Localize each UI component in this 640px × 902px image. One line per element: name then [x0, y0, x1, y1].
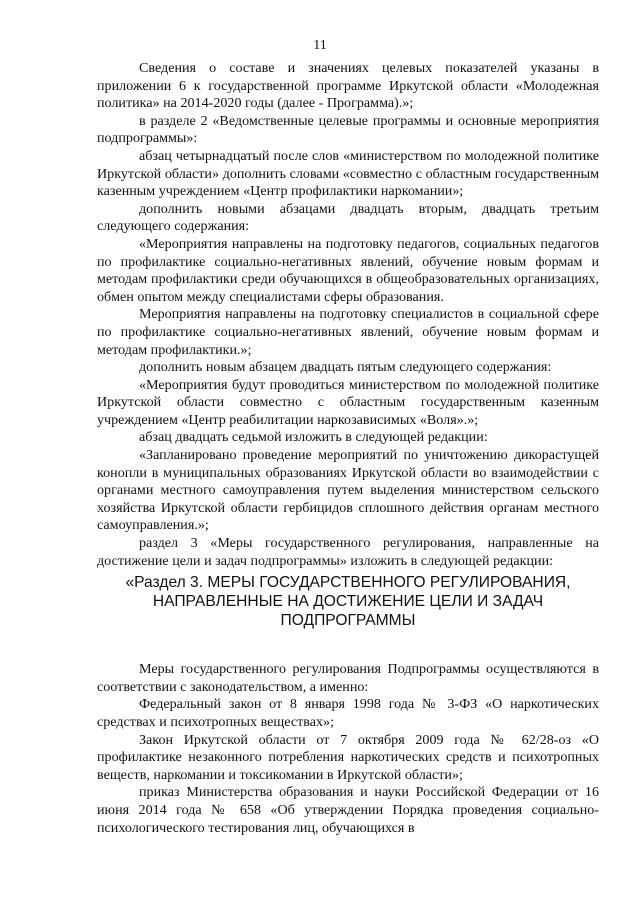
- paragraph: приказ Министерства образования и науки Российской Федерации от 16 июня 2014 года № 658 «Об утверждении Порядка проведения социально-психологического тестирования лиц, обучающихся в: [97, 784, 599, 836]
- page-number: 11: [313, 38, 327, 53]
- paragraph: Федеральный закон от 8 января 1998 года № 3-ФЗ «О наркотических средствах и психотропных веществах»;: [97, 696, 599, 730]
- section-heading: [97, 573, 599, 630]
- paragraph: «Мероприятия будут проводиться министерством по молодежной политике Иркутской области совместно с областным государственным казенным учреждением «Центр реабилитации наркозависимых «Воля».»;: [97, 376, 599, 428]
- paragraph: в разделе 2 «Ведомственные целевые программы и основные мероприятия подпрограммы»:: [97, 112, 599, 147]
- paragraph: Меры государственного регулирования Подпрограммы осуществляются в соответствии с законодательством, а именно:: [97, 661, 599, 695]
- paragraph: абзац четырнадцатый после слов «министерством по молодежной политике Иркутской области» дополнить словами «совместно с областным государственным казенным учреждением «Центр профилактики наркомании»;: [97, 147, 599, 200]
- section-heading-line: ПОДПРОГРАММЫ: [280, 612, 416, 630]
- paragraph: «Мероприятия направлены на подготовку педагогов, социальных педагогов по профилактике социально-негативных явлений, обучение новым формам и методам профилактики среди обучающихся в общеобразовательных организациях, обмен опытом между специалистами сферы образования.: [97, 235, 599, 305]
- spacer: [97, 630, 599, 661]
- paragraph: Сведения о составе и значениях целевых показателей указаны в приложении 6 к государственной программе Иркутской области «Молодежная политика» на 2014-2020 годы (далее - Программа).»;: [97, 60, 599, 112]
- section-heading-line: НАПРАВЛЕННЫЕ НА ДОСТИЖЕНИЕ ЦЕЛИ И ЗАДАЧ: [152, 593, 544, 611]
- section-heading-line: «Раздел 3. МЕРЫ ГОСУДАРСТВЕННОГО РЕГУЛИРОВАНИЯ,: [125, 574, 571, 592]
- paragraph: раздел 3 «Меры государственного регулирования, направленные на достижение цели и задач подпрограммы» изложить в следующей редакции:: [97, 535, 599, 569]
- paragraph: абзац двадцать седьмой изложить в следующей редакции:: [139, 429, 488, 446]
- paragraph: Мероприятия направлены на подготовку специалистов в социальной сфере по профилактике социально-негативных явлений, обучение новым формам и методам профилактики.»;: [97, 306, 599, 358]
- paragraph: Закон Иркутской области от 7 октября 2009 года № 62/28-оз «О профилактике незаконного потребления наркотических средств и психотропных веществ, наркомании и токсикомании в Иркутской области»;: [97, 731, 599, 783]
- paragraph: дополнить новыми абзацами двадцать вторым, двадцать третьим следующего содержания:: [97, 200, 599, 235]
- paragraph: дополнить новым абзацем двадцать пятым следующего содержания:: [139, 359, 552, 376]
- paragraph: «Запланировано проведение мероприятий по уничтожению дикорастущей конопли в муниципальных образованиях Иркутской области во взаимодействии с органами местного самоуправления путем выделения министерством сельского хозяйства Иркутской области гербицидов сплошного действия органам местного самоуправления.»;: [97, 447, 599, 534]
- document-body: [97, 60, 599, 837]
